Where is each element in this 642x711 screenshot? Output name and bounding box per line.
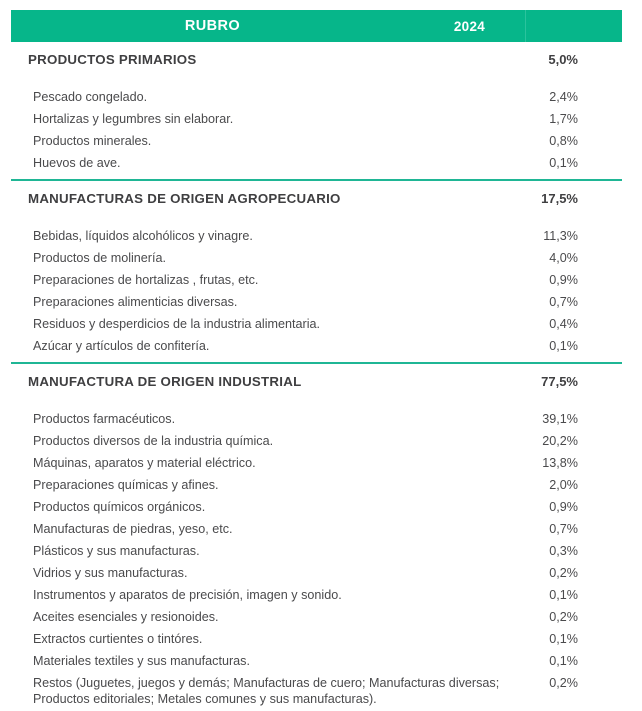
- row-value: 20,2%: [542, 434, 578, 449]
- row-label: Máquinas, aparatos y material eléctrico.: [33, 456, 256, 471]
- row-value: 0,7%: [549, 295, 578, 310]
- table-row: [11, 292, 622, 314]
- row-value: 13,8%: [542, 456, 578, 471]
- table-row: [11, 131, 622, 153]
- header-column-divider: [525, 10, 526, 42]
- row-label: Residuos y desperdicios de la industria alimentaria.: [33, 317, 321, 332]
- row-value: 0,1%: [549, 632, 578, 647]
- row-value: 2,4%: [549, 90, 578, 105]
- table-row: [11, 87, 622, 109]
- table-row: [11, 585, 622, 607]
- row-value: 39,1%: [542, 412, 578, 427]
- table-row: [11, 629, 622, 651]
- row-label: Vidrios y sus manufacturas.: [33, 566, 188, 581]
- column-header-rubro: RUBRO: [184, 18, 241, 34]
- row-label: Preparaciones químicas y afines.: [33, 478, 219, 493]
- row-value: 0,8%: [549, 134, 578, 149]
- section-heading-row: [11, 181, 622, 213]
- row-value: 0,2%: [549, 610, 578, 625]
- table-row: [11, 109, 622, 131]
- table-row: [11, 563, 622, 585]
- section-heading-row: [11, 42, 622, 74]
- row-label: Aceites esenciales y resionoides.: [33, 610, 219, 625]
- section-heading-value: 17,5%: [541, 190, 578, 206]
- row-label: Instrumentos y aparatos de precisión, imagen y sonido.: [33, 588, 342, 603]
- row-label: Productos farmacéuticos.: [33, 412, 176, 427]
- table-row: [11, 475, 622, 497]
- table-row: [11, 336, 622, 358]
- row-label: Materiales textiles y sus manufacturas.: [33, 654, 250, 669]
- section-heading-value: 77,5%: [541, 373, 578, 389]
- row-value: 2,0%: [549, 478, 578, 493]
- row-label: Hortalizas y legumbres sin elaborar.: [33, 112, 234, 127]
- row-value: 0,2%: [549, 676, 578, 690]
- section-heading-label: MANUFACTURAS DE ORIGEN AGROPECUARIO: [28, 190, 341, 206]
- row-label: Pescado congelado.: [33, 90, 148, 105]
- section-gap: [11, 74, 622, 87]
- row-value: 11,3%: [543, 229, 578, 244]
- row-label: Preparaciones alimenticias diversas.: [33, 295, 238, 310]
- row-value: 0,1%: [549, 654, 578, 669]
- row-label: Bebidas, líquidos alcohólicos y vinagre.: [33, 229, 253, 244]
- row-label: Manufacturas de piedras, yeso, etc.: [33, 522, 233, 537]
- row-label: Plásticos y sus manufacturas.: [33, 544, 200, 559]
- column-header-year: 2024: [453, 18, 486, 34]
- section-heading-label: MANUFACTURA DE ORIGEN INDUSTRIAL: [28, 373, 302, 389]
- table-row: [11, 226, 622, 248]
- table-row: [11, 541, 622, 563]
- row-label: Productos químicos orgánicos.: [33, 500, 206, 515]
- table-row: [11, 153, 622, 175]
- row-value: 0,1%: [549, 588, 578, 603]
- row-value: 0,2%: [549, 566, 578, 581]
- section-heading-row: [11, 364, 622, 396]
- row-value: 0,9%: [549, 273, 578, 288]
- table-section: [11, 364, 622, 711]
- section-heading-label: PRODUCTOS PRIMARIOS: [28, 51, 197, 67]
- row-value: 0,1%: [549, 339, 578, 354]
- row-label: Azúcar y artículos de confitería.: [33, 339, 210, 354]
- section-gap: [11, 396, 622, 409]
- row-value: 0,1%: [549, 156, 578, 171]
- table-row: [11, 497, 622, 519]
- section-heading-value: 5,0%: [548, 51, 578, 67]
- row-label: Restos (Juguetes, juegos y demás; Manufacturas de cuero; Manufacturas diversas; Productos editoriales; Metales comunes y sus manufacturas).: [33, 676, 500, 706]
- row-value: 0,4%: [549, 317, 578, 332]
- table-row: [11, 651, 622, 673]
- row-value: 4,0%: [549, 251, 578, 266]
- row-label: Productos minerales.: [33, 134, 152, 149]
- table-row: [11, 453, 622, 475]
- row-label: Extractos curtientes o tintóres.: [33, 632, 203, 647]
- table-row: [11, 431, 622, 453]
- section-gap: [11, 213, 622, 226]
- table-row: [11, 314, 622, 336]
- table-body: [11, 42, 622, 711]
- table-section: [11, 42, 622, 175]
- table-row: [11, 673, 622, 711]
- table-row: [11, 519, 622, 541]
- row-value: 0,3%: [549, 544, 578, 559]
- table-section: [11, 181, 622, 358]
- row-label: Huevos de ave.: [33, 156, 121, 171]
- table-row: [11, 270, 622, 292]
- table-header-row: [11, 10, 622, 42]
- table-row: [11, 409, 622, 431]
- row-label: Preparaciones de hortalizas , frutas, etc.: [33, 273, 259, 288]
- table-row: [11, 607, 622, 629]
- row-value: 0,9%: [549, 500, 578, 515]
- row-value: 0,7%: [549, 522, 578, 537]
- row-label: Productos de molinería.: [33, 251, 167, 266]
- table-row: [11, 248, 622, 270]
- row-value: 1,7%: [549, 112, 578, 127]
- row-label: Productos diversos de la industria química.: [33, 434, 274, 449]
